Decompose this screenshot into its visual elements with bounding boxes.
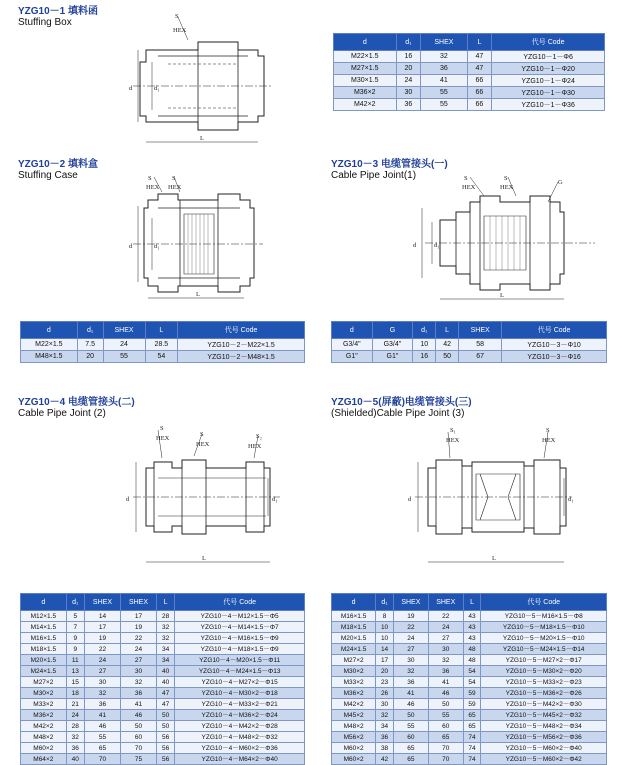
header-shex: SHEX (103, 322, 145, 339)
table-row: M36×2 26 41 46 59 YZG10－5－M36×2－Φ26 (332, 688, 607, 699)
table-row: M27×2 15 30 32 40 YZG10－4－M27×2－Φ15 (21, 677, 305, 688)
table-row: M48×2 34 55 60 65 YZG10－5－M48×2－Φ34 (332, 721, 607, 732)
table-row: M36×2 24 41 46 50 YZG10－4－M36×2－Φ24 (21, 710, 305, 721)
table-row: M42×2 28 46 50 50 YZG10－4－M42×2－Φ28 (21, 721, 305, 732)
title-en: Stuffing Case (18, 170, 78, 181)
title-cn: YZG10－5(屏蔽)电缆管接头(三) (331, 397, 472, 408)
label-d1: d₁ (154, 243, 160, 250)
header-shex2: SHEX (428, 594, 463, 611)
label-s3: S₂ (256, 433, 262, 440)
label-d: d (129, 85, 133, 92)
table-row: M60×2 36 65 70 56 YZG10－4－M60×2－Φ36 (21, 743, 305, 754)
header-code: 代号 Code (481, 594, 607, 611)
header-code: 代号 Code (175, 594, 305, 611)
header-code: 代号 Code (492, 34, 605, 51)
label-s2: S (200, 431, 204, 438)
label-s2: S (504, 175, 508, 182)
label-hex: HEX (462, 184, 476, 191)
label-l: L (500, 292, 504, 299)
table-row: M22×1.5 16 32 47 YZG10－1－Φ6 (334, 51, 605, 63)
spec-table-yzg10-4 (20, 593, 305, 765)
spec-table-yzg10-5 (331, 593, 607, 765)
label-hex2: HEX (542, 437, 556, 444)
label-d1: d₁ (568, 496, 574, 503)
section-title-yzg10-5 (331, 397, 472, 419)
title-cn: YZG10－2 填料盒 (18, 159, 99, 170)
table-row: M24×1.5 14 27 30 48 YZG10－5－M24×1.5－Φ14 (332, 644, 607, 655)
section-title-yzg10-2 (18, 159, 98, 181)
label-s: S (175, 13, 179, 20)
label-g: G (558, 179, 563, 186)
table-row: M30×1.5 24 41 66 YZG10－1－Φ24 (334, 75, 605, 87)
title-cn: YZG10－4 电缆管接头(二) (18, 397, 135, 408)
label-hex2: HEX (196, 441, 210, 448)
header-g: G (372, 322, 413, 339)
table-row: M18×1.5 10 22 24 43 YZG10－5－M18×1.5－Φ10 (332, 622, 607, 633)
header-l: L (467, 34, 492, 51)
header-d: d (332, 594, 376, 611)
label-d: d (408, 496, 412, 503)
title-cn: YZG10－3 电缆管接头(一) (331, 159, 448, 170)
label-s2: S (172, 175, 176, 182)
stuffing-case-drawing (118, 172, 278, 307)
header-d1: d₁ (396, 34, 421, 51)
header-d1: d₁ (413, 322, 436, 339)
table-row: M27×1.5 20 36 47 YZG10－1－Φ20 (334, 63, 605, 75)
label-d1: d₁ (154, 85, 160, 92)
table-row: M45×2 32 50 55 65 YZG10－5－M45×2－Φ32 (332, 710, 607, 721)
label-hex2: HEX (168, 184, 182, 191)
cable-pipe-joint-2-drawing (118, 422, 293, 572)
table-row: M18×1.5 9 22 24 34 YZG10－4－M18×1.5－Φ9 (21, 644, 305, 655)
label-d1: d₁ (272, 496, 278, 503)
label-d1: d₁ (434, 242, 440, 249)
table-row: M56×2 36 60 65 74 YZG10－5－M56×2－Φ36 (332, 732, 607, 743)
header-d: d (21, 594, 67, 611)
stuffing-box-drawing (118, 12, 288, 152)
title-cn: YZG10－1 填料函 (18, 6, 99, 17)
label-d: d (413, 242, 417, 249)
label-hex2: HEX (500, 184, 514, 191)
shielded-cable-pipe-joint-3-drawing (400, 422, 585, 572)
table-row: M48×2 32 55 60 56 YZG10－4－M48×2－Φ32 (21, 732, 305, 743)
table-row: M12×1.5 5 14 17 28 YZG10－4－M12×1.5－Φ5 (21, 611, 305, 622)
label-s: S (160, 425, 164, 432)
header-d: d (334, 34, 397, 51)
table-row: G1" G1" 16 50 67 YZG10－3－Φ16 (332, 351, 607, 363)
label-l: L (202, 555, 206, 562)
table-row: M33×2 23 36 41 54 YZG10－5－M33×2－Φ23 (332, 677, 607, 688)
table-row: M14×1.5 7 17 19 32 YZG10－4－M14×1.5－Φ7 (21, 622, 305, 633)
spec-table-yzg10-2 (20, 321, 305, 363)
label-d: d (126, 496, 130, 503)
header-d: d (332, 322, 373, 339)
table-row: M20×1.5 11 24 27 34 YZG10－4－M20×1.5－Φ11 (21, 655, 305, 666)
table-row: M22×1.5 7.5 24 28.5 YZG10－2－M22×1.5 (21, 339, 305, 351)
header-l: L (156, 594, 174, 611)
table-row: M16×1.5 9 19 22 32 YZG10－4－M16×1.5－Φ9 (21, 633, 305, 644)
table-row: M60×2 42 65 70 74 YZG10－5－M60×2－Φ42 (332, 754, 607, 765)
table-row: M30×2 20 32 36 54 YZG10－5－M30×2－Φ20 (332, 666, 607, 677)
label-d: d (129, 243, 133, 250)
table-row: M42×2 30 46 50 59 YZG10－5－M42×2－Φ30 (332, 699, 607, 710)
header-code: 代号 Code (502, 322, 607, 339)
cable-pipe-joint-1-drawing (400, 172, 610, 307)
title-en: Cable Pipe Joint (2) (18, 408, 106, 419)
table-row: M48×1.5 20 55 54 YZG10－2－M48×1.5 (21, 351, 305, 363)
header-d1: d₁ (77, 322, 103, 339)
table-row: M20×1.5 10 24 27 43 YZG10－5－M20×1.5－Φ10 (332, 633, 607, 644)
spec-table-yzg10-3 (331, 321, 607, 363)
label-hex: HEX (446, 437, 460, 444)
label-hex: HEX (146, 184, 160, 191)
table-row: M16×1.5 8 19 22 43 YZG10－5－M16×1.5－Φ8 (332, 611, 607, 622)
header-l: L (463, 594, 481, 611)
header-l: L (145, 322, 178, 339)
header-shex: SHEX (421, 34, 467, 51)
label-s: S (148, 175, 152, 182)
spec-table-yzg10-1 (333, 33, 605, 111)
header-d1: d₁ (376, 594, 394, 611)
title-en: Stuffing Box (18, 17, 72, 28)
table-row: M27×2 17 30 32 48 YZG10－5－M27×2－Φ17 (332, 655, 607, 666)
header-code: 代号 Code (178, 322, 305, 339)
section-title-yzg10-4 (18, 397, 135, 419)
label-l: L (200, 135, 204, 142)
label-hex: HEX (173, 27, 187, 34)
title-en: (Shielded)Cable Pipe Joint (3) (331, 408, 465, 419)
label-s2: S (546, 427, 550, 434)
label-s1: S₁ (450, 427, 456, 434)
header-l: L (436, 322, 459, 339)
table-row: G3/4" G3/4" 10 42 58 YZG10－3－Φ10 (332, 339, 607, 351)
label-l: L (492, 555, 496, 562)
header-shex: SHEX (459, 322, 502, 339)
header-d: d (21, 322, 78, 339)
header-d1: d₁ (66, 594, 84, 611)
header-shex: SHEX (84, 594, 120, 611)
table-row: M36×2 30 55 66 YZG10－1－Φ30 (334, 87, 605, 99)
section-title-yzg10-1 (18, 6, 98, 28)
label-hex: HEX (156, 435, 170, 442)
table-row: M64×2 40 70 75 56 YZG10－4－M64×2－Φ40 (21, 754, 305, 765)
table-row: M42×2 36 55 66 YZG10－1－Φ36 (334, 99, 605, 111)
title-en: Cable Pipe Joint(1) (331, 170, 417, 181)
header-shex: SHEX (393, 594, 428, 611)
table-row: M30×2 18 32 36 47 YZG10－4－M30×2－Φ18 (21, 688, 305, 699)
label-hex3: HEX (248, 443, 262, 450)
label-s: S (464, 175, 468, 182)
header-shex2: SHEX (120, 594, 156, 611)
table-row: M33×2 21 36 41 47 YZG10－4－M33×2－Φ21 (21, 699, 305, 710)
label-l: L (196, 291, 200, 298)
table-row: M60×2 38 65 70 74 YZG10－5－M60×2－Φ40 (332, 743, 607, 754)
table-row: M24×1.5 13 27 30 40 YZG10－4－M24×1.5－Φ13 (21, 666, 305, 677)
